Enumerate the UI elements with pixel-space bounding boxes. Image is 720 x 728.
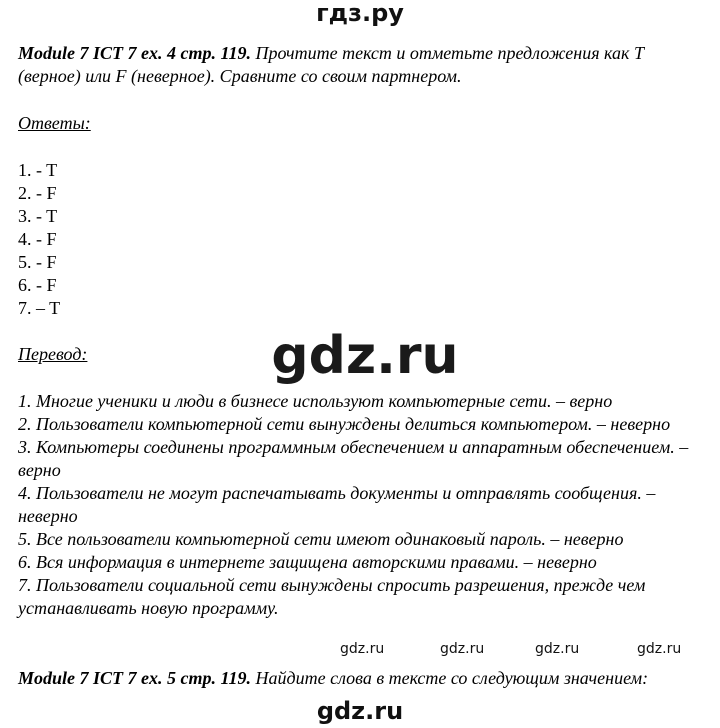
answer-item: 3. - T xyxy=(18,206,58,226)
translation-item: 4. Пользователи не могут распечатывать документы и отправлять сообщения. – неверно xyxy=(18,483,656,526)
task-instruction: Найдите слова в тексте со следующим значением: xyxy=(251,668,649,688)
translation-item: 6. Вся информация в интернете защищена авторскими правами. – неверно xyxy=(18,552,597,572)
translation-item: 7. Пользователи социальной сети вынуждены спросить разрешения, прежде чем устанавливать новую программу. xyxy=(18,575,646,618)
answers-list xyxy=(18,159,710,320)
translation-item: 3. Компьютеры соединены программным обеспечением и аппаратным обеспечением. – верно xyxy=(18,437,689,480)
task-instruction: Прочтите текст и отметьте предложения как T (верное) или F (неверное). Сравните со своим партнером. xyxy=(18,43,644,86)
task-reference: Module 7 ICT 7 ex. 5 стр. 119. xyxy=(18,668,251,688)
translation-list xyxy=(18,390,710,620)
translation-item: 1. Многие ученики и люди в бизнесе используют компьютерные сети. – верно xyxy=(18,391,613,411)
answers-title: Ответы: xyxy=(18,113,91,133)
watermark-small: gdz.ru xyxy=(340,641,385,657)
task-heading-ex4 xyxy=(18,42,710,88)
answer-item: 2. - F xyxy=(18,183,57,203)
task-reference: Module 7 ICT 7 ex. 4 стр. 119. xyxy=(18,43,251,63)
document-body xyxy=(18,42,710,690)
answer-item: 7. – T xyxy=(18,298,61,318)
watermark-small: gdz.ru xyxy=(440,641,485,657)
watermark-small: gdz.ru xyxy=(535,641,580,657)
watermark-small: gdz.ru xyxy=(637,641,682,657)
translation-item: 5. Все пользователи компьютерной сети имеют одинаковый пароль. – неверно xyxy=(18,529,624,549)
translation-title: Перевод: xyxy=(18,344,88,364)
answer-item: 1. - T xyxy=(18,160,58,180)
watermark-center: gdz.ru xyxy=(271,326,459,386)
site-header-logo[interactable]: гдз.ру xyxy=(316,0,404,27)
answer-item: 6. - F xyxy=(18,275,57,295)
site-footer-logo[interactable]: gdz.ru xyxy=(316,697,404,725)
answer-item: 5. - F xyxy=(18,252,57,272)
translation-item: 2. Пользователи компьютерной сети вынуждены делиться компьютером. – неверно xyxy=(18,414,671,434)
answer-item: 4. - F xyxy=(18,229,57,249)
task-heading-ex5 xyxy=(18,667,710,690)
